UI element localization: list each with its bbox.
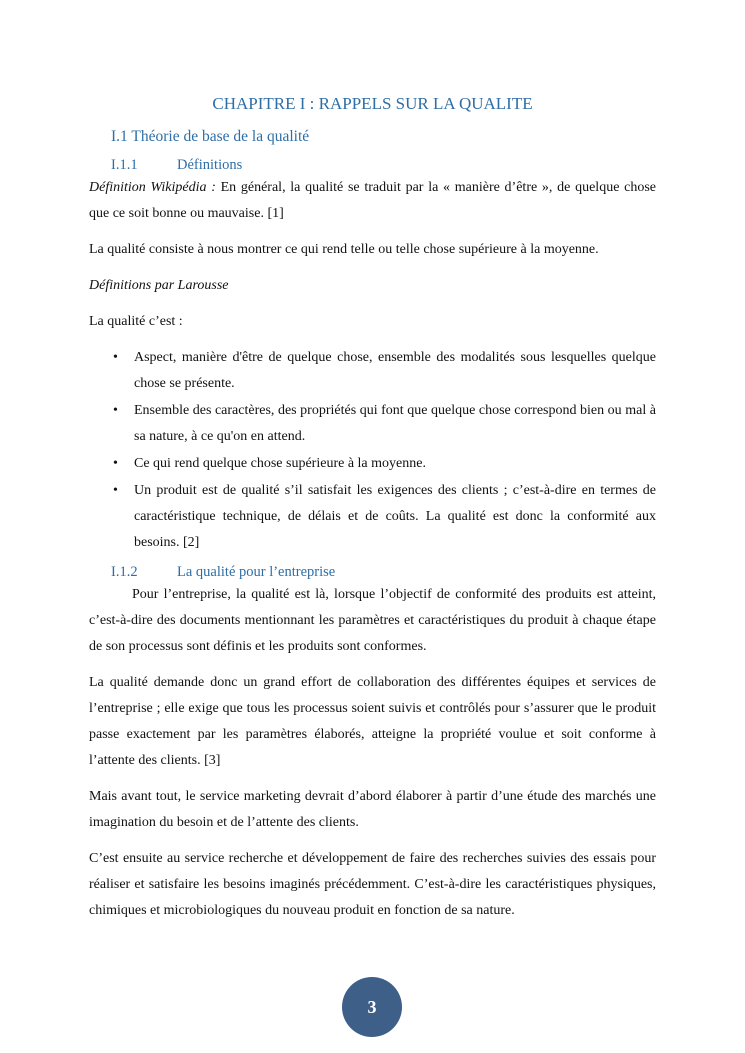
bullet-icon: • <box>113 456 118 471</box>
paragraph: Mais avant tout, le service marketing devrait d’abord élaborer à partir d’une étude des marchés une imagination du besoin et de l’attente des clients. <box>89 789 656 830</box>
chapter-title: CHAPITRE I : RAPPELS SUR LA QUALITE <box>212 94 533 113</box>
subsection-heading-entreprise <box>89 562 656 582</box>
paragraph: La qualité demande donc un grand effort de collaboration des différentes équipes et services de l’entreprise ; elle exige que tous les processus soient suivis et contrôlés pour s’assurer que le produit passe exactement par les paramètres élaborés, atteigne la propriété voulue et soit conforme à l’attente des clients. [3] <box>89 675 656 768</box>
list-item-text: Ensemble des caractères, des propriétés qui font que quelque chose correspond bien ou mal à sa nature, à ce qu'on en attend. <box>134 403 656 444</box>
list-item <box>89 398 656 450</box>
list-item <box>89 451 656 477</box>
list-item-text: Un produit est de qualité s’il satisfait les exigences des clients ; c’est-à-dire en termes de caractéristique technique, de délais et de coûts. La qualité est donc la conformité aux besoins. [2] <box>134 483 656 550</box>
section-title: Théorie de base de la qualité <box>131 128 310 145</box>
paragraph-superior: La qualité consiste à nous montrer ce qui rend telle ou telle chose supérieure à la moyenne. <box>89 242 599 257</box>
wikipedia-text: En général, la qualité se traduit par la « manière d’être », de quelque chose que ce soit bonne ou mauvaise. [1] <box>89 180 657 221</box>
bullet-icon: • <box>113 350 118 365</box>
definition-list <box>89 345 656 556</box>
paragraph: Pour l’entreprise, la qualité est là, lorsque l’objectif de conformité des produits est atteint, c’est-à-dire des documents mentionnant les paramètres et caractéristiques du produit à chaque étape de son processus sont définis et les produits sont conformes. <box>89 587 656 654</box>
bullet-icon: • <box>113 483 118 498</box>
list-item-text: Ce qui rend quelque chose supérieure à la moyenne. <box>134 456 426 471</box>
subsection-number: I.1.1 <box>111 157 138 173</box>
section-heading <box>111 126 656 148</box>
bullet-icon: • <box>113 403 118 418</box>
subsection-title: Définitions <box>177 157 243 173</box>
wikipedia-definition <box>89 175 656 227</box>
subsection-title: La qualité pour l’entreprise <box>177 564 336 580</box>
document-page <box>89 92 656 934</box>
qualite-cest: La qualité c’est : <box>89 314 183 329</box>
subsection-heading-definitions <box>89 155 656 175</box>
list-item-text: Aspect, manière d'être de quelque chose, ensemble des modalités sous lesquelles quelque chose se présente. <box>134 350 656 391</box>
section-number: I.1 <box>111 128 128 145</box>
page-number-badge: 3 <box>342 977 402 1037</box>
wikipedia-label: Définition Wikipédia : <box>89 180 216 195</box>
list-item <box>89 345 656 397</box>
list-item <box>89 478 656 556</box>
larousse-heading: Définitions par Larousse <box>89 278 229 293</box>
paragraph: C’est ensuite au service recherche et développement de faire des recherches suivies des essais pour réaliser et satisfaire les besoins imaginés précédemment. C’est-à-dire les caractéristiques physiques, chimiques et microbiologiques du nouveau produit en fonction de sa nature. <box>89 851 656 918</box>
subsection-number: I.1.2 <box>111 564 138 580</box>
